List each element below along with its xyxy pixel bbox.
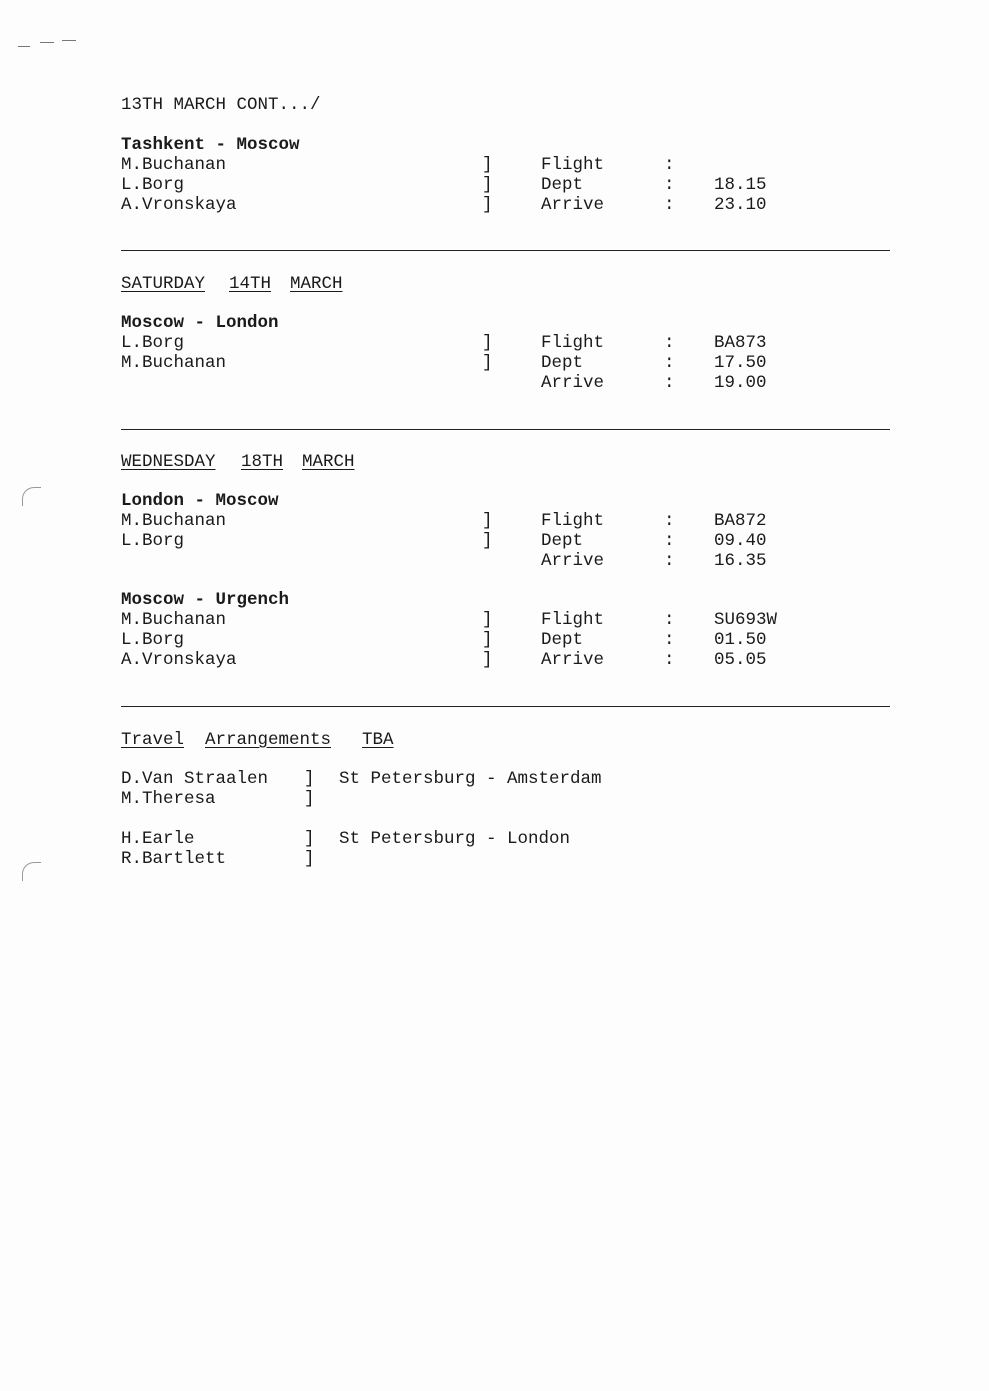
- arrive-label: Arrive: [541, 650, 605, 670]
- arrive-time: 23.10: [714, 195, 767, 215]
- section-divider: [121, 706, 890, 707]
- section-divider: [121, 250, 890, 251]
- day-heading-word: SATURDAY: [121, 274, 206, 294]
- section-divider: [121, 429, 890, 430]
- bracket: ]: [482, 353, 493, 373]
- tba-heading-word: Travel: [121, 730, 185, 750]
- route-title: Tashkent - Moscow: [121, 135, 300, 155]
- day-heading-word: MARCH: [302, 452, 355, 472]
- punch-hole-mark: [22, 487, 41, 506]
- day-heading-word: 14TH: [229, 274, 272, 294]
- passenger-name: D.Van Straalen: [121, 769, 269, 789]
- dept-time: 09.40: [714, 531, 767, 551]
- day-heading-word: WEDNESDAY: [121, 452, 216, 472]
- arrive-time: 16.35: [714, 551, 767, 571]
- passenger-name: L.Borg: [121, 175, 185, 195]
- passenger-name: H.Earle: [121, 829, 195, 849]
- dept-time: 01.50: [714, 630, 767, 650]
- passenger-name: R.Bartlett: [121, 849, 227, 869]
- colon: :: [664, 353, 675, 373]
- colon: :: [664, 650, 675, 670]
- passenger-name: L.Borg: [121, 531, 185, 551]
- flight-label: Flight: [541, 511, 605, 531]
- dept-time: 18.15: [714, 175, 767, 195]
- passenger-name: M.Buchanan: [121, 610, 227, 630]
- flight-label: Flight: [541, 610, 605, 630]
- colon: :: [664, 373, 675, 393]
- route-title: Moscow - London: [121, 313, 279, 333]
- arrive-label: Arrive: [541, 373, 605, 393]
- bracket: ]: [482, 511, 493, 531]
- bracket: ]: [482, 630, 493, 650]
- day-heading-word: MARCH: [290, 274, 343, 294]
- passenger-name: M.Buchanan: [121, 155, 227, 175]
- scan-mark: [62, 40, 76, 41]
- colon: :: [664, 610, 675, 630]
- bracket: ]: [304, 829, 315, 849]
- tba-heading-word: Arrangements: [205, 730, 332, 750]
- arrive-time: 19.00: [714, 373, 767, 393]
- passenger-name: A.Vronskaya: [121, 650, 237, 670]
- dept-label: Dept: [541, 175, 584, 195]
- day-heading-word: 18TH: [241, 452, 284, 472]
- dept-time: 17.50: [714, 353, 767, 373]
- bracket: ]: [482, 650, 493, 670]
- bracket: ]: [304, 849, 315, 869]
- passenger-name: L.Borg: [121, 630, 185, 650]
- bracket: ]: [482, 531, 493, 551]
- flight-number: BA872: [714, 511, 767, 531]
- colon: :: [664, 175, 675, 195]
- flight-number: BA873: [714, 333, 767, 353]
- arrive-label: Arrive: [541, 551, 605, 571]
- route-title: Moscow - Urgench: [121, 590, 290, 610]
- colon: :: [664, 511, 675, 531]
- punch-hole-mark: [22, 862, 41, 881]
- dept-label: Dept: [541, 531, 584, 551]
- arrive-label: Arrive: [541, 195, 605, 215]
- bracket: ]: [482, 610, 493, 630]
- colon: :: [664, 531, 675, 551]
- bracket: ]: [304, 769, 315, 789]
- arrive-time: 05.05: [714, 650, 767, 670]
- tba-heading-word: TBA: [362, 730, 394, 750]
- flight-number: SU693W: [714, 610, 778, 630]
- bracket: ]: [482, 175, 493, 195]
- scan-mark: [40, 42, 54, 43]
- passenger-name: M.Theresa: [121, 789, 216, 809]
- passenger-name: M.Buchanan: [121, 353, 227, 373]
- route-title: London - Moscow: [121, 491, 279, 511]
- bracket: ]: [304, 789, 315, 809]
- bracket: ]: [482, 195, 493, 215]
- colon: :: [664, 630, 675, 650]
- colon: :: [664, 195, 675, 215]
- tba-route: St Petersburg - Amsterdam: [339, 769, 602, 789]
- dept-label: Dept: [541, 630, 584, 650]
- tba-route: St Petersburg - London: [339, 829, 571, 849]
- bracket: ]: [482, 333, 493, 353]
- colon: :: [664, 333, 675, 353]
- page-header: 13TH MARCH CONT.../: [121, 95, 321, 115]
- flight-label: Flight: [541, 155, 605, 175]
- passenger-name: M.Buchanan: [121, 511, 227, 531]
- flight-label: Flight: [541, 333, 605, 353]
- colon: :: [664, 551, 675, 571]
- scan-mark: [18, 46, 30, 47]
- passenger-name: A.Vronskaya: [121, 195, 237, 215]
- colon: :: [664, 155, 675, 175]
- dept-label: Dept: [541, 353, 584, 373]
- bracket: ]: [482, 155, 493, 175]
- passenger-name: L.Borg: [121, 333, 185, 353]
